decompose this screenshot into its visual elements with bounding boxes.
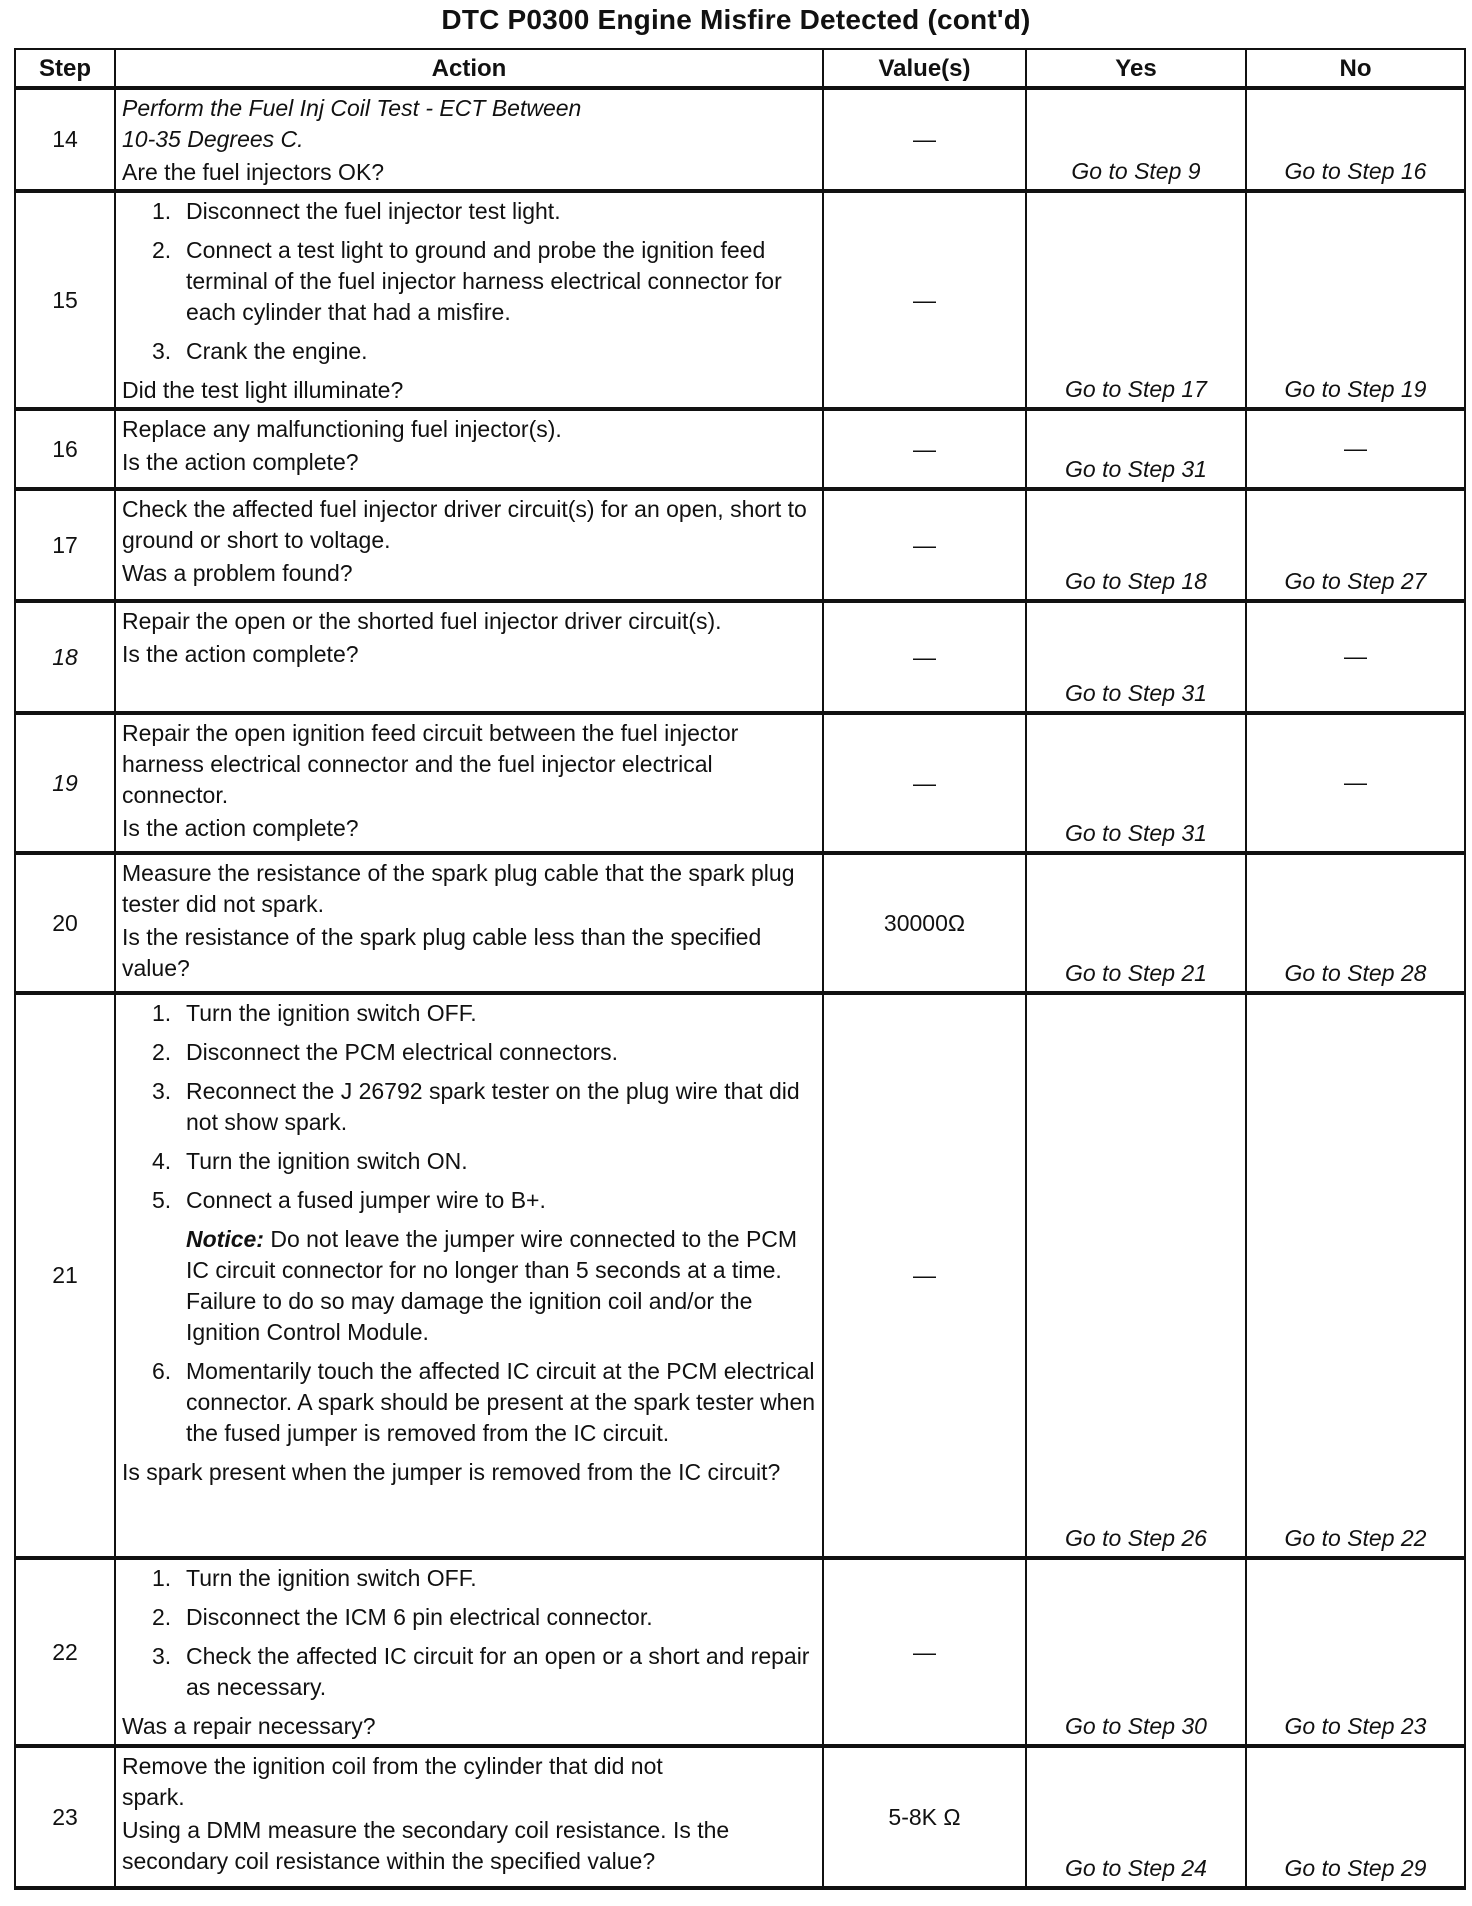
yes-cell: Go to Step 26 bbox=[1026, 993, 1246, 1558]
action-text: Check the affected fuel injector driver circuit(s) for an open, short to ground or short to voltage. bbox=[122, 496, 807, 553]
action-steps bbox=[122, 998, 818, 1216]
no-cell: Go to Step 19 bbox=[1246, 191, 1465, 409]
no-cell: Go to Step 16 bbox=[1246, 88, 1465, 191]
value-cell: — bbox=[823, 409, 1026, 489]
table-row bbox=[15, 713, 1465, 853]
step-text: Turn the ignition switch OFF. bbox=[186, 1565, 477, 1591]
action-text: Perform the Fuel Inj Coil Test - ECT Between 10-35 Degrees C. bbox=[122, 95, 582, 152]
no-cell: — bbox=[1246, 713, 1465, 853]
header-no: No bbox=[1246, 49, 1465, 88]
yes-cell: Go to Step 9 bbox=[1026, 88, 1246, 191]
step-number: 17 bbox=[15, 489, 115, 601]
no-cell: Go to Step 23 bbox=[1246, 1558, 1465, 1746]
list-item: 1. Disconnect the fuel injector test light. bbox=[152, 198, 561, 224]
list-item: 2. Disconnect the PCM electrical connectors. bbox=[152, 1039, 619, 1065]
step-number: 18 bbox=[15, 601, 115, 713]
yes-cell: Go to Step 24 bbox=[1026, 1746, 1246, 1888]
step-text: Check the affected IC circuit for an open or a short and repair as necessary. bbox=[186, 1643, 810, 1700]
step-text: Disconnect the fuel injector test light. bbox=[186, 198, 561, 224]
action-cell bbox=[115, 1558, 823, 1746]
step-number: 16 bbox=[15, 409, 115, 489]
page-title: DTC P0300 Engine Misfire Detected (cont'd) bbox=[441, 4, 1031, 35]
action-cell bbox=[115, 489, 823, 601]
step-text: Turn the ignition switch ON. bbox=[186, 1148, 468, 1174]
action-text: Repair the open ignition feed circuit between the fuel injector harness electrical connector and the fuel injector electrical connector. bbox=[122, 720, 739, 808]
step-text: Connect a fused jumper wire to B+. bbox=[186, 1187, 546, 1213]
value-cell: — bbox=[823, 713, 1026, 853]
action-steps bbox=[122, 1356, 818, 1449]
action-text: Replace any malfunctioning fuel injector(s). bbox=[122, 416, 562, 442]
header-action: Action bbox=[115, 49, 823, 88]
table-row bbox=[15, 88, 1465, 191]
list-item: 2. Connect a test light to ground and probe the ignition feed terminal of the fuel injector harness electrical connector for each cylinder that had a misfire. bbox=[152, 237, 782, 325]
step-number: 20 bbox=[15, 853, 115, 993]
step-text: Turn the ignition switch OFF. bbox=[186, 1000, 477, 1026]
question-text: Was a problem found? bbox=[122, 560, 353, 586]
value-cell: — bbox=[823, 88, 1026, 191]
value-cell: — bbox=[823, 1558, 1026, 1746]
yes-cell: Go to Step 30 bbox=[1026, 1558, 1246, 1746]
action-cell bbox=[115, 993, 823, 1558]
yes-cell: Go to Step 21 bbox=[1026, 853, 1246, 993]
table-row bbox=[15, 1746, 1465, 1888]
question-text: Is spark present when the jumper is removed from the IC circuit? bbox=[122, 1459, 781, 1485]
action-text: Repair the open or the shorted fuel injector driver circuit(s). bbox=[122, 608, 722, 634]
list-item: 1. Turn the ignition switch OFF. bbox=[152, 1565, 477, 1591]
action-cell bbox=[115, 853, 823, 993]
question-text: Is the resistance of the spark plug cable less than the specified value? bbox=[122, 924, 762, 981]
diagnostic-table bbox=[14, 48, 1466, 1890]
value-cell: — bbox=[823, 191, 1026, 409]
yes-cell: Go to Step 31 bbox=[1026, 713, 1246, 853]
no-cell: — bbox=[1246, 409, 1465, 489]
step-text: Disconnect the PCM electrical connectors. bbox=[186, 1039, 619, 1065]
action-cell bbox=[115, 88, 823, 191]
no-cell: — bbox=[1246, 601, 1465, 713]
header-yes: Yes bbox=[1026, 49, 1246, 88]
value-cell: — bbox=[823, 601, 1026, 713]
yes-cell: Go to Step 17 bbox=[1026, 191, 1246, 409]
notice-text: Do not leave the jumper wire connected to the PCM IC circuit connector for no longer than 5 seconds at a time. Failure to do so may damage the ignition coil and/or the Ignition Control Module. bbox=[186, 1226, 798, 1345]
notice-block bbox=[122, 1224, 818, 1348]
step-text: Disconnect the ICM 6 pin electrical connector. bbox=[186, 1604, 653, 1630]
value-cell: — bbox=[823, 489, 1026, 601]
table-row bbox=[15, 853, 1465, 993]
step-number: 14 bbox=[15, 88, 115, 191]
action-cell bbox=[115, 713, 823, 853]
table-row bbox=[15, 409, 1465, 489]
notice-label: Notice: bbox=[186, 1226, 264, 1252]
yes-cell: Go to Step 31 bbox=[1026, 409, 1246, 489]
action-text: Measure the resistance of the spark plug cable that the spark plug tester did not spark. bbox=[122, 860, 795, 917]
action-cell bbox=[115, 409, 823, 489]
list-item: 4. Turn the ignition switch ON. bbox=[152, 1148, 468, 1174]
action-cell bbox=[115, 601, 823, 713]
action-steps bbox=[122, 196, 818, 367]
action-cell bbox=[115, 191, 823, 409]
value-cell: 30000Ω bbox=[823, 853, 1026, 993]
value-cell: — bbox=[823, 993, 1026, 1558]
table-row bbox=[15, 601, 1465, 713]
header-step: Step bbox=[15, 49, 115, 88]
value-cell: 5-8K Ω bbox=[823, 1746, 1026, 1888]
question-text: Was a repair necessary? bbox=[122, 1713, 376, 1739]
header-values: Value(s) bbox=[823, 49, 1026, 88]
no-cell: Go to Step 27 bbox=[1246, 489, 1465, 601]
question-text: Using a DMM measure the secondary coil resistance. Is the secondary coil resistance within the specified value? bbox=[122, 1817, 730, 1874]
step-text: Reconnect the J 26792 spark tester on the plug wire that did not show spark. bbox=[186, 1078, 800, 1135]
action-text: Remove the ignition coil from the cylinder that did not spark. bbox=[122, 1753, 663, 1810]
list-item: 3. Crank the engine. bbox=[152, 338, 368, 364]
step-text: Momentarily touch the affected IC circuit at the PCM electrical connector. A spark should be present at the spark tester when the fused jumper is removed from the IC circuit. bbox=[186, 1358, 816, 1446]
header-row bbox=[15, 49, 1465, 88]
question-text: Are the fuel injectors OK? bbox=[122, 159, 385, 185]
no-cell: Go to Step 28 bbox=[1246, 853, 1465, 993]
list-item: 2. Disconnect the ICM 6 pin electrical connector. bbox=[152, 1604, 653, 1630]
step-text: Connect a test light to ground and probe the ignition feed terminal of the fuel injector harness electrical connector for each cylinder that had a misfire. bbox=[186, 237, 782, 325]
list-item: 5. Connect a fused jumper wire to B+. bbox=[152, 1187, 546, 1213]
action-steps bbox=[122, 1563, 818, 1703]
step-number: 23 bbox=[15, 1746, 115, 1888]
yes-cell: Go to Step 18 bbox=[1026, 489, 1246, 601]
table-row bbox=[15, 191, 1465, 409]
list-item: 1. Turn the ignition switch OFF. bbox=[152, 1000, 477, 1026]
table-row bbox=[15, 993, 1465, 1558]
list-item: 3. Reconnect the J 26792 spark tester on the plug wire that did not show spark. bbox=[152, 1078, 800, 1135]
question-text: Is the action complete? bbox=[122, 641, 359, 667]
step-number: 15 bbox=[15, 191, 115, 409]
table-row bbox=[15, 1558, 1465, 1746]
question-text: Is the action complete? bbox=[122, 815, 359, 841]
question-text: Is the action complete? bbox=[122, 449, 359, 475]
table-row bbox=[15, 489, 1465, 601]
step-number: 22 bbox=[15, 1558, 115, 1746]
no-cell: Go to Step 29 bbox=[1246, 1746, 1465, 1888]
step-number: 19 bbox=[15, 713, 115, 853]
no-cell: Go to Step 22 bbox=[1246, 993, 1465, 1558]
list-item: 3. Check the affected IC circuit for an open or a short and repair as necessary. bbox=[152, 1643, 810, 1700]
step-text: Crank the engine. bbox=[186, 338, 368, 364]
action-cell bbox=[115, 1746, 823, 1888]
list-item: 6. Momentarily touch the affected IC circuit at the PCM electrical connector. A spark should be present at the spark tester when the fused jumper is removed from the IC circuit. bbox=[152, 1358, 816, 1446]
yes-cell: Go to Step 31 bbox=[1026, 601, 1246, 713]
step-number: 21 bbox=[15, 993, 115, 1558]
question-text: Did the test light illuminate? bbox=[122, 377, 404, 403]
